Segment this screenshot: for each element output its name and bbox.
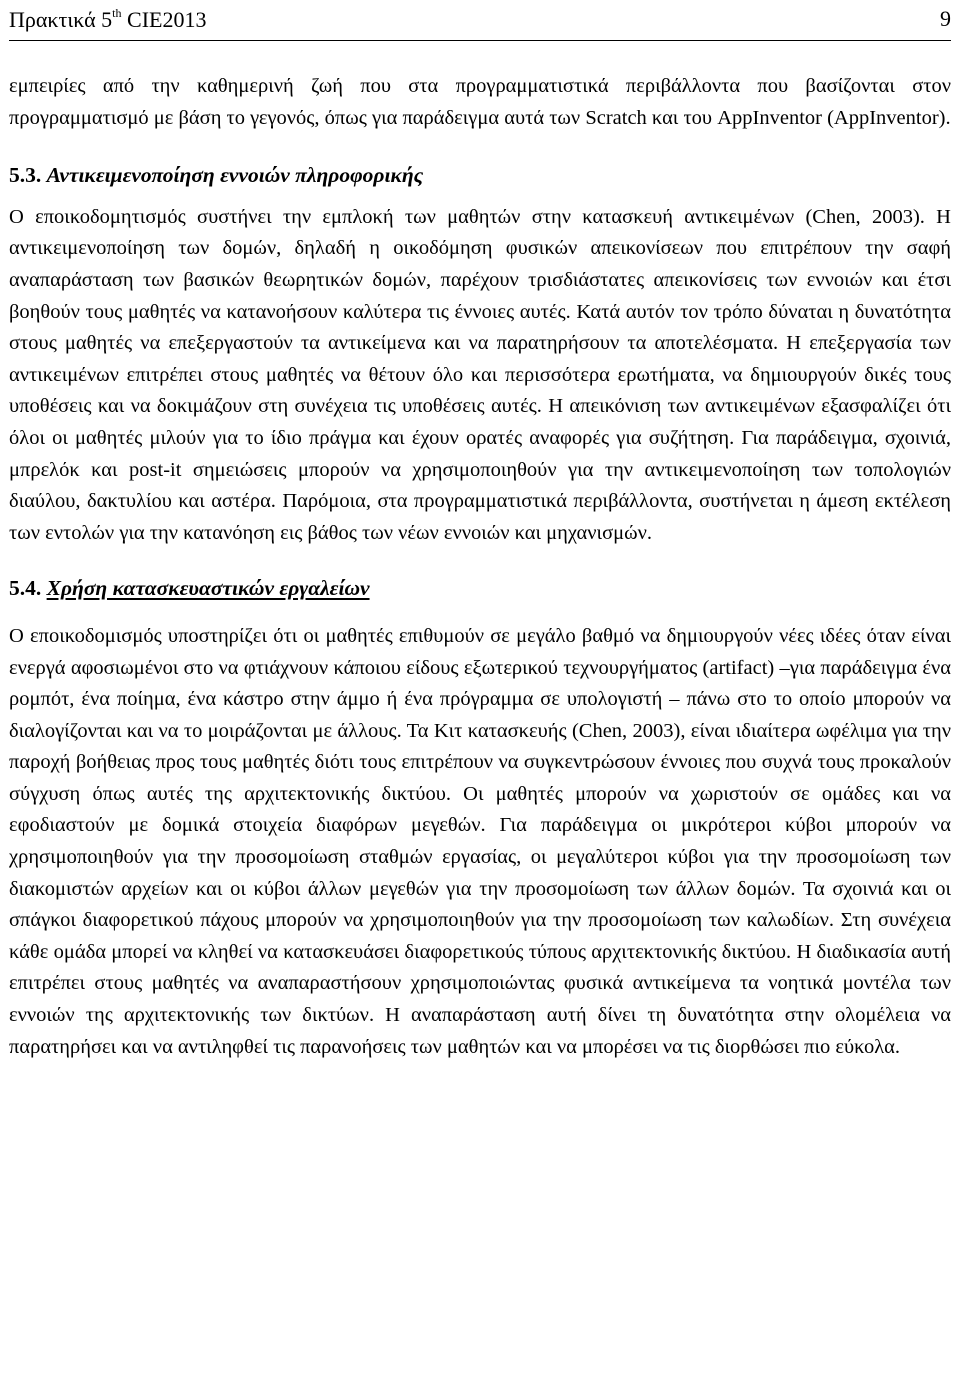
- page-number: 9: [940, 6, 951, 31]
- section-title: Αντικειμενοποίηση εννοιών πληροφορικής: [46, 163, 424, 188]
- section-heading-5-3: [9, 160, 951, 192]
- conference-title-suffix: CIE2013: [121, 7, 207, 32]
- conference-title-superscript: th: [112, 6, 122, 20]
- section-number: 5.4.: [9, 576, 42, 601]
- conference-title-prefix: Πρακτικά 5: [9, 7, 113, 32]
- conference-title: [9, 6, 206, 33]
- document-page: [9, 0, 951, 1063]
- body-paragraph-1: εμπειρίες από την καθημερινή ζωή που στα προγραμματιστικά περιβάλλοντα που βασίζονται στον προγραμματισμό με βάση το γεγονός, όπως για παράδειγμα αυτά των Scratch και του AppInventor (AppInventor).: [9, 75, 951, 129]
- section-title: Χρήση κατασκευαστικών εργαλείων: [46, 576, 370, 601]
- section-number: 5.3.: [9, 163, 42, 188]
- running-header: [9, 0, 951, 41]
- body-paragraph-3: Ο εποικοδομισμός υποστηρίζει ότι οι μαθητές επιθυμούν σε μεγάλο βαθμό να δημιουργούν νέες ιδέες όταν είναι ενεργά αφοσιωμένοι στο να φτιάχνουν κάποιου είδους εξωτερικού τεχνουργήματος (artifact) –για παράδειγμα ένα ρομπότ, ένα ποίημα, ένα κάστρο στην άμμο ή ένα πρόγραμμα σε υπολογιστή – πάνω στο το οποίο μπορούν να διαλογίζονται και να το μοιράζονται με άλλους. Τα Κιτ κατασκευής (Chen, 2003), είναι ιδιαίτερα ωφέλιμα για την παροχή βοήθειας προς τους μαθητές διότι τους επιτρέπουν να συγκεντρώσουν έννοιες που συχνά τους προκαλούν σύγχυση όπως αυτές της αρχιτεκτονικής δικτύου. Οι μαθητές μπορούν να χωριστούν σε ομάδες και να εφοδιαστούν με δομικά στοιχεία διαφόρων μεγεθών. Για παράδειγμα οι μικρότεροι κύβοι μπορούν να χρησιμοποιηθούν για την προσομοίωση σταθμών εργασίας, οι μεγαλύτεροι κύβοι για την προσομοίωση των διακομιστών αρχείων και οι κύβοι άλλων μεγεθών για την προσομοίωση των άλλων δομών. Τα σχοινιά και οι σπάγκοι διαφορετικού πάχους μπορούν να χρησιμοποιηθούν για την προσομοίωση των καλωδίων. Στη συνέχεια κάθε ομάδα μπορεί να κληθεί να κατασκευάσει διαφορετικούς τύπους αρχιτεκτονικής δικτύου. Η διαδικασία αυτή επιτρέπει στους μαθητές να αναπαραστήσουν χρησιμοποιώντας φυσικά αντικείμενα τα νοητικά μοντέλα των εννοιών της αρχιτεκτονικής των δικτύων. Η αναπαράσταση αυτή δίνει τη δυνατότητα στην ολομέλεια να παρατηρήσει και να αντιληφθεί τις παρανοήσεις των μαθητών και να μπορέσει να τις διορθώσει πιο εύκολα.: [9, 624, 951, 1058]
- body-paragraph-2: Ο εποικοδομητισμός συστήνει την εμπλοκή των μαθητών στην κατασκευή αντικειμένων (Chen, 2003). Η αντικειμενοποίηση των δομών, δηλαδή η οικοδόμηση φυσικών απεικονίσεων που επιτρέπουν την σαφή αναπαράσταση των βασικών θεωρητικών δομών, παρέχουν τρισδιάστατες απεικονίσεις των εννοιών και έτσι βοηθούν τους μαθητές να κατανοήσουν καλύτερα τις έννοιες αυτές. Κατά αυτόν τον τρόπο δύναται η δυνατότητα στους μαθητές να επεξεργαστούν τα αντικείμενα και να παρατηρήσουν τα αποτελέσματα. Η επεξεργασία των αντικειμένων επιτρέπει στους μαθητές να θέτουν όλο και περισσότερα ερωτήματα, να δημιουργούν δικές τους υποθέσεις και να δοκιμάζουν στη συνέχεια τις υποθέσεις αυτές. Η απεικόνιση των αντικειμένων εξασφαλίζει ότι όλοι οι μαθητές μιλούν για το ίδιο πράγμα και έχουν ορατές αναφορές για συζήτηση. Για παράδειγμα, σχοινιά, μπρελόκ και post-it σημειώσεις μπορούν να χρησιμοποιηθούν για την αντικειμενοποίηση των τοπολογιών διαύλου, δακτυλίου και αστέρα. Παρόμοια, στα προγραμματιστικά περιβάλλοντα, συστήνεται η άμεση εκτέλεση των εντολών για την κατανόηση εις βάθος των νέων εννοιών και μηχανισμών.: [9, 205, 951, 544]
- section-heading-5-4: [9, 573, 951, 605]
